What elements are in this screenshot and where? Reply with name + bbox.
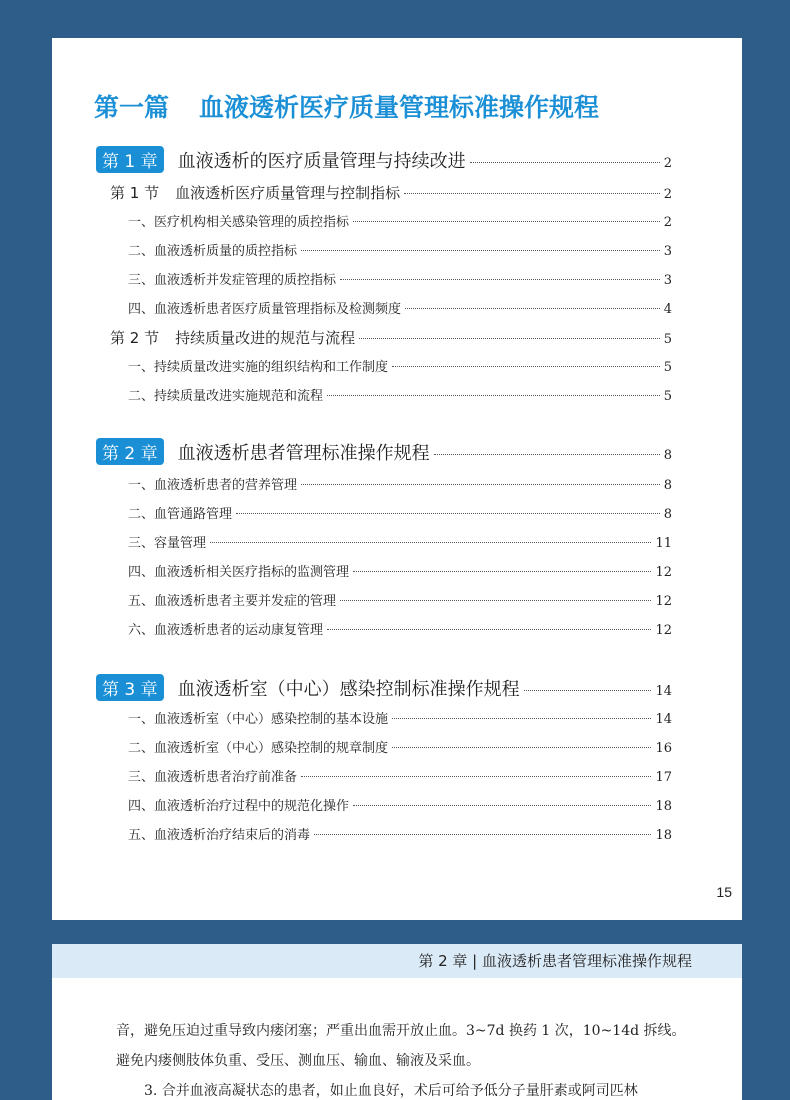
dot-leader: [405, 308, 660, 309]
dot-leader: [404, 193, 660, 194]
page-ref: 2: [663, 187, 672, 202]
dot-leader: [236, 513, 660, 514]
page-ref: 18: [655, 799, 672, 814]
dot-leader: [210, 542, 651, 543]
page-ref: 12: [655, 594, 672, 609]
item-label: 四、血液透析治疗过程中的规范化操作: [128, 799, 350, 814]
toc-chapter-1[interactable]: [96, 146, 672, 174]
item-label: 三、容量管理: [128, 536, 207, 551]
dot-leader: [359, 338, 660, 339]
section-title: 血液透析医疗质量管理与控制指标: [175, 184, 401, 202]
toc-item[interactable]: [128, 824, 672, 843]
page-ref: 8: [663, 478, 672, 493]
chapter-badge: 第 3 章: [96, 674, 164, 701]
dot-leader: [470, 162, 660, 163]
dot-leader: [327, 629, 651, 630]
chapter-badge: 第 1 章: [96, 146, 164, 173]
dot-leader: [301, 776, 651, 777]
toc-item[interactable]: [128, 356, 672, 375]
toc-item[interactable]: [128, 269, 672, 288]
section-title: 持续质量改进的规范与流程: [175, 329, 356, 347]
section-number: 第 2 节: [110, 329, 160, 347]
page-number: 15: [716, 884, 732, 900]
toc-item[interactable]: [128, 503, 672, 522]
part-title-text: 血液透析医疗质量管理标准操作规程: [199, 93, 600, 122]
page-ref: 18: [655, 828, 672, 843]
item-label: 五、血液透析治疗结束后的消毒: [128, 828, 311, 843]
toc-item[interactable]: [128, 561, 672, 580]
page-ref: 5: [663, 360, 672, 375]
toc-item[interactable]: [128, 298, 672, 317]
page-ref: 8: [663, 448, 672, 463]
toc-item[interactable]: [128, 240, 672, 259]
item-label: 一、医疗机构相关感染管理的质控指标: [128, 215, 350, 230]
dot-leader: [392, 747, 651, 748]
item-label: 四、血液透析患者医疗质量管理指标及检测频度: [128, 302, 402, 317]
running-header-text: 第 2 章 | 血液透析患者管理标准操作规程: [418, 952, 692, 970]
item-label: 三、血液透析患者治疗前准备: [128, 770, 298, 785]
dot-leader: [301, 250, 660, 251]
toc-chapter-2[interactable]: [96, 438, 672, 466]
toc-chapter-3[interactable]: [96, 674, 672, 702]
page-ref: 5: [663, 332, 672, 347]
toc-item[interactable]: [128, 708, 672, 727]
page-ref: 12: [655, 565, 672, 580]
page-ref: 11: [655, 536, 672, 551]
toc-item[interactable]: [128, 619, 672, 638]
toc-item[interactable]: [128, 766, 672, 785]
item-label: 五、血液透析患者主要并发症的管理: [128, 594, 337, 609]
toc-item[interactable]: [128, 737, 672, 756]
item-label: 三、血液透析并发症管理的质控指标: [128, 273, 337, 288]
page-ref: 3: [663, 273, 672, 288]
chapter-title: 血液透析室（中心）感染控制标准操作规程: [177, 679, 520, 700]
item-label: 一、血液透析患者的营养管理: [128, 478, 298, 493]
page-ref: 2: [663, 215, 672, 230]
body-text-line: 音，避免压迫过重导致内瘘闭塞；严重出血需开放止血。3~7d 换药 1 次，10~14d 拆线。: [116, 1023, 686, 1039]
dot-leader: [353, 571, 651, 572]
toc-item[interactable]: [128, 590, 672, 609]
toc-item[interactable]: [128, 795, 672, 814]
toc-item[interactable]: [128, 474, 672, 493]
dot-leader: [353, 221, 660, 222]
item-label: 一、血液透析室（中心）感染控制的基本设施: [128, 712, 389, 727]
toc-page: [52, 38, 742, 920]
part-title-num: 第一篇: [94, 93, 170, 122]
item-label: 四、血液透析相关医疗指标的监测管理: [128, 565, 350, 580]
page-ref: 3: [663, 244, 672, 259]
page-ref: 14: [655, 684, 672, 699]
item-label: 二、血液透析室（中心）感染控制的规章制度: [128, 741, 389, 756]
item-label: 二、血液透析质量的质控指标: [128, 244, 298, 259]
item-label: 二、血管通路管理: [128, 507, 233, 522]
chapter-badge: 第 2 章: [96, 438, 164, 465]
toc-section-1-1[interactable]: [110, 182, 672, 203]
dot-leader: [340, 279, 660, 280]
dot-leader: [327, 395, 660, 396]
toc-item[interactable]: [128, 385, 672, 404]
toc-item[interactable]: [128, 532, 672, 551]
dot-leader: [392, 366, 660, 367]
page-ref: 8: [663, 507, 672, 522]
dot-leader: [340, 600, 651, 601]
dot-leader: [353, 805, 651, 806]
page-ref: 14: [655, 712, 672, 727]
toc-item[interactable]: [128, 211, 672, 230]
item-label: 六、血液透析患者的运动康复管理: [128, 623, 324, 638]
page-ref: 5: [663, 389, 672, 404]
dot-leader: [392, 718, 651, 719]
running-header: [52, 944, 742, 978]
toc-section-1-2[interactable]: [110, 327, 672, 348]
page-ref: 16: [655, 741, 672, 756]
chapter-title: 血液透析患者管理标准操作规程: [177, 443, 430, 464]
part-title: [94, 88, 599, 124]
body-text-line: 3. 合并血液高凝状态的患者，如止血良好，术后可给予低分子量肝素或阿司匹林: [144, 1083, 638, 1099]
dot-leader: [524, 690, 652, 691]
dot-leader: [301, 484, 660, 485]
page-ref: 17: [655, 770, 672, 785]
dot-leader: [434, 454, 660, 455]
dot-leader: [314, 834, 651, 835]
page-ref: 2: [663, 156, 672, 171]
chapter-title: 血液透析的医疗质量管理与持续改进: [177, 151, 466, 172]
item-label: 一、持续质量改进实施的组织结构和工作制度: [128, 360, 389, 375]
body-text-line: 避免内瘘侧肢体负重、受压、测血压、输血、输液及采血。: [116, 1053, 480, 1069]
page-ref: 4: [663, 302, 672, 317]
item-label: 二、持续质量改进实施规范和流程: [128, 389, 324, 404]
page-ref: 12: [655, 623, 672, 638]
section-number: 第 1 节: [110, 184, 160, 202]
next-page: [52, 944, 742, 1100]
